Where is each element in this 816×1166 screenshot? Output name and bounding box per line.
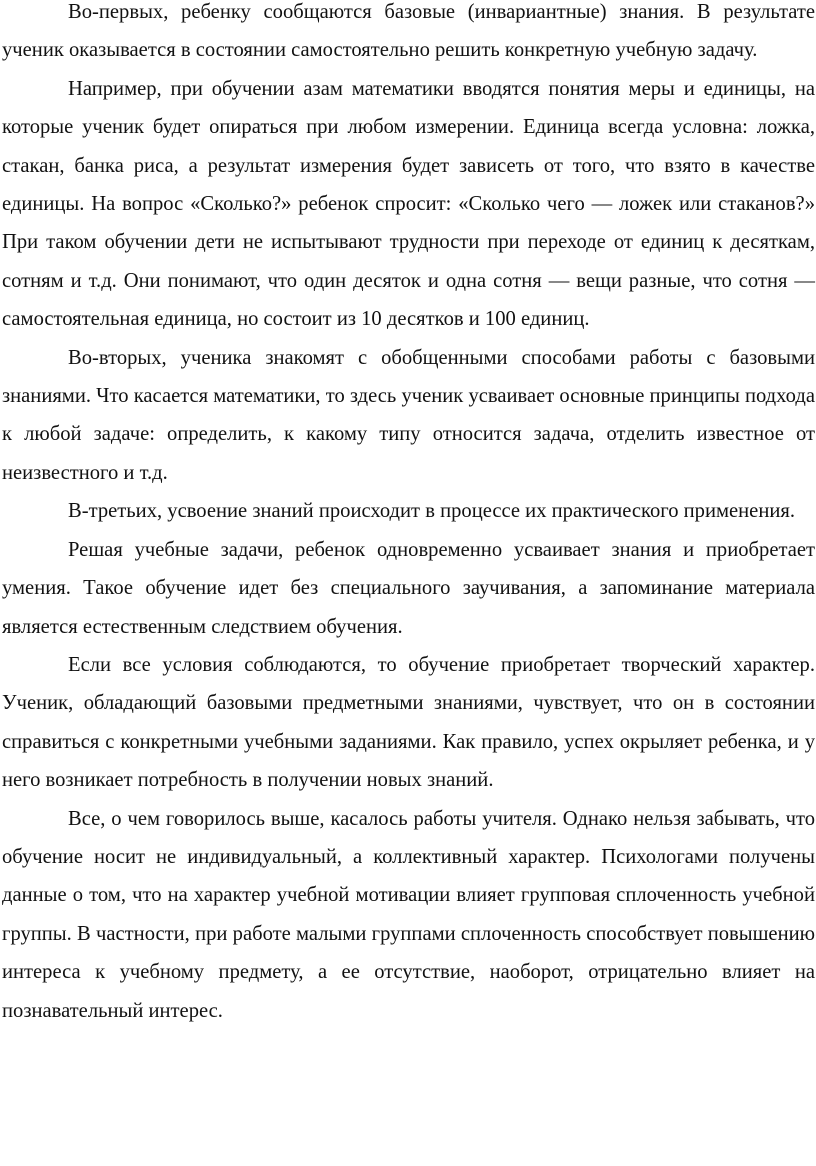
paragraph-creative-character: Если все условия соблюдаются, то обучение приобретает творческий характер. Ученик, обладающий базовыми предметными знаниями, чувствует, что он в состоянии справиться с конкретными учебными заданиями. Как правило, успех окрыляет ребенка, и у него возникает потребность в получении новых знаний. bbox=[2, 653, 815, 792]
paragraph-solving-tasks: Решая учебные задачи, ребенок одновременно усваивает знания и приобретает умения. Такое обучение идет без специального заучивания, а запоминание материала является естественным следствием обучения. bbox=[2, 538, 815, 638]
paragraph-first: Во-первых, ребенку сообщаются базовые (инвариантные) знания. В результате ученик оказывается в состоянии самостоятельно решить конкретную учебную задачу. bbox=[2, 1, 815, 62]
paragraph-thirdly: В-третьих, усвоение знаний происходит в процессе их практического применения. bbox=[68, 500, 795, 523]
paragraph-secondly: Во-вторых, ученика знакомят с обобщенными способами работы с базовыми знаниями. Что касается математики, то здесь ученик усваивает основные принципы подхода к любой задаче: определить, к какому типу относится задача, отделить известное от неизвестного и т.д. bbox=[2, 346, 815, 484]
paragraph-second: Например, при обучении азам математики вводятся понятия меры и единицы, на которые ученик будет опираться при любом измерении. Единица всегда условна: ложка, стакан, банка риса, а результат измерения будет зависеть от того, что взято в качестве единицы. На вопрос «Сколько?» ребенок спросит: «Сколько чего — ложек или стаканов?» При таком обучении дети не испытывают трудности при переходе от единиц к десяткам, сотням и т.д. Они понимают, что один десяток и одна сотня — вещи разные, что сотня — самостоятельная единица, но состоит из 10 десятков и 100 единиц. bbox=[2, 77, 815, 331]
paragraph-group-cohesion: Все, о чем говорилось выше, касалось работы учителя. Однако нельзя забывать, что обучение носит не индивидуальный, а коллективный характер. Психологами получены данные о том, что на характер учебной мотивации влияет групповая сплоченность учебной группы. В частности, при работе малыми группами сплоченность способствует повышению интереса к учебному предмету, а ее отсутствие, наоборот, отрицательно влияет на познавательный интерес. bbox=[2, 807, 815, 1022]
